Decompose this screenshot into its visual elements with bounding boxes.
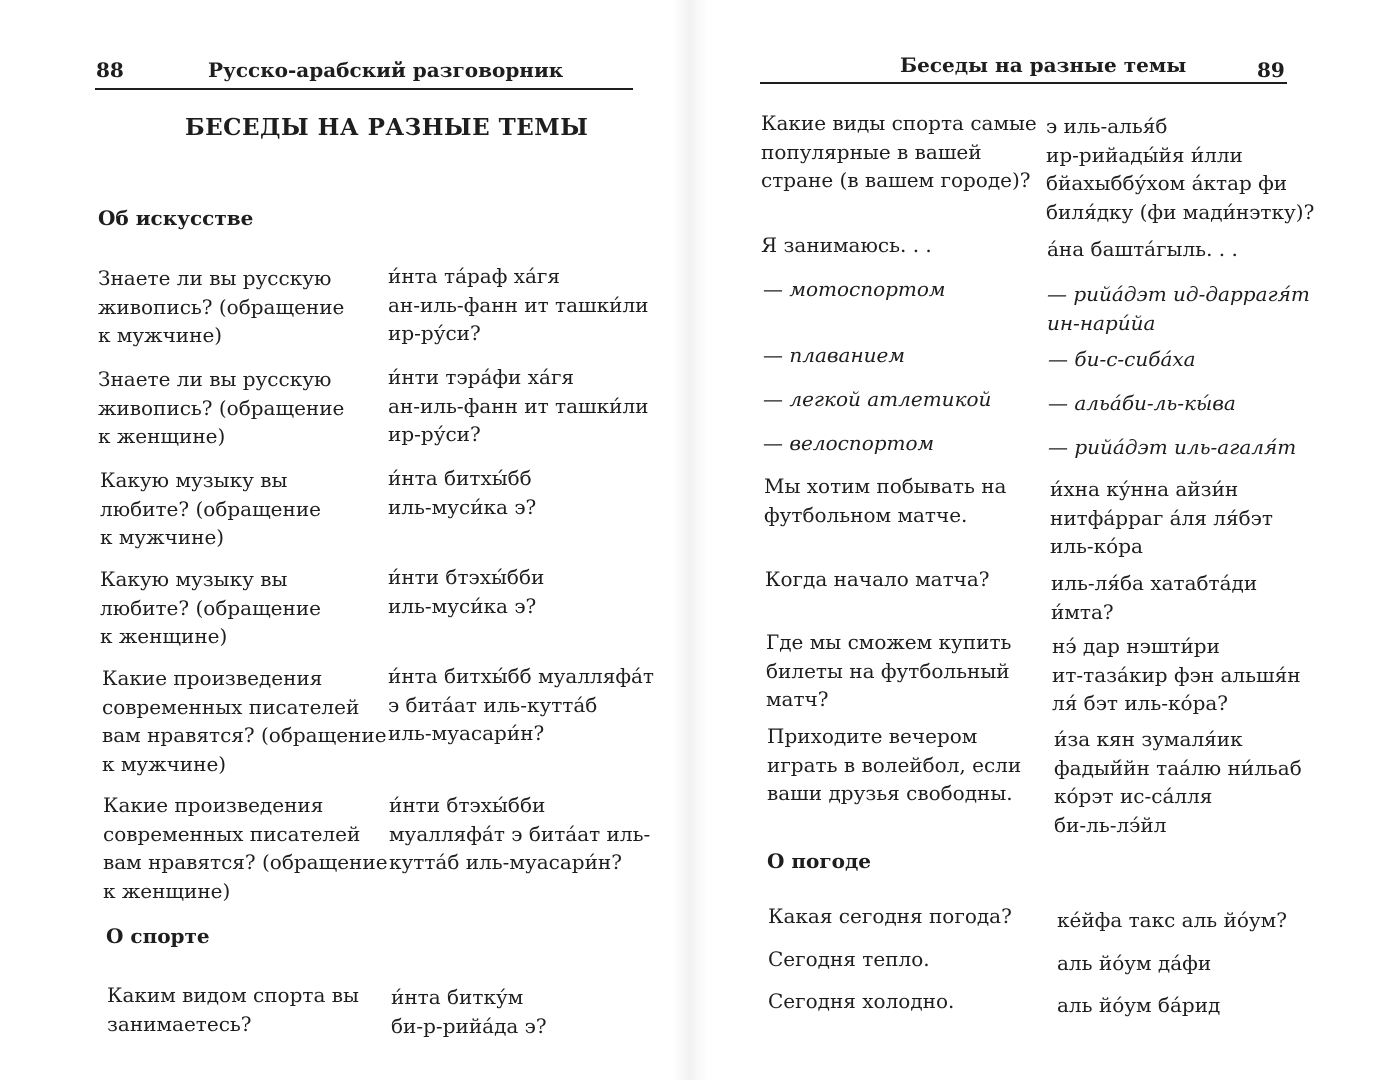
- header-rule: [760, 82, 1287, 84]
- phrase-russian: Где мы сможем купить билеты на футбольный матч?: [766, 630, 1012, 711]
- left-page: [0, 0, 680, 1080]
- running-head: Беседы на разные темы: [900, 53, 1187, 77]
- page-title: БЕСЕДЫ НА РАЗНЫЕ ТЕМЫ: [185, 114, 589, 141]
- phrase-russian: Какие произведения современных писателей вам нравятся? (обращение к мужчине): [102, 666, 387, 776]
- phrase-russian: — мотоспортом: [763, 277, 946, 301]
- running-head: Русско-арабский разговорник: [208, 58, 564, 82]
- phrase-russian: — велоспортом: [763, 431, 935, 455]
- phrase-russian: Приходите вечером играть в волейбол, если ваши друзья свободны.: [767, 724, 1022, 805]
- phrase-transliteration: а́на башта́гыль. . .: [1047, 237, 1238, 261]
- header-rule: [95, 88, 633, 90]
- right-page: [690, 0, 1375, 1080]
- phrase-russian: — легкой атлетикой: [763, 387, 992, 411]
- phrase-russian: Знаете ли вы русскую живопись? (обращение к мужчине): [98, 266, 345, 347]
- phrase-transliteration: и́нта та́раф ха́гя ан-иль-фанн ит ташки́ли ир-ру́си?: [388, 264, 649, 345]
- phrase-transliteration: и́нти бтэхы́бби муалляфа́т э бита́ат иль- кутта́б иль-муасари́н?: [389, 793, 651, 874]
- phrase-russian: Какая сегодня погода?: [768, 904, 1012, 928]
- phrase-russian: Знаете ли вы русскую живопись? (обращение к женщине): [98, 367, 345, 448]
- phrase-russian: Сегодня тепло.: [768, 947, 930, 971]
- phrase-transliteration: и́нти бтэхы́бби иль-муси́ка э?: [388, 565, 545, 618]
- phrase-transliteration: — рийа́дэт ид-даррагя́т ин-нари́йа: [1047, 282, 1310, 335]
- phrase-transliteration: нэ́ дар нэшти́ри ит-таза́кир фэн альшя́н ля́ бэт иль-ко́ра?: [1052, 634, 1301, 715]
- phrase-transliteration: иль-ля́ба хатабта́ди и́мта?: [1051, 571, 1258, 624]
- phrase-transliteration: и́нта битхы́бб иль-муси́ка э?: [388, 466, 537, 519]
- phrase-transliteration: и́хна ку́нна айзи́н нитфа́рраг а́ля ля́бэт иль-ко́ра: [1050, 477, 1273, 558]
- phrase-transliteration: — альа́би-ль-кы́ва: [1048, 391, 1236, 415]
- phrase-russian: Я занимаюсь. . .: [761, 233, 932, 257]
- phrase-transliteration: и́нта битку́м би-р-рийа́да э?: [391, 985, 547, 1038]
- phrase-russian: — плаванием: [763, 343, 905, 367]
- section-heading-sport: О спорте: [106, 924, 210, 948]
- phrase-transliteration: — рийа́дэт иль-агаля́т: [1048, 435, 1297, 459]
- phrase-transliteration: и́нта битхы́бб муалляфа́т э бита́ат иль-кутта́б иль-муасари́н?: [388, 664, 654, 745]
- page-number: 88: [96, 58, 124, 82]
- phrase-transliteration: э иль-алья́б ир-рийады́йя и́лли бйахыббу́хом а́ктар фи биля́дку (фи мади́нэтку)?: [1046, 114, 1315, 224]
- phrase-russian: Какую музыку вы любите? (обращение к мужчине): [100, 468, 322, 549]
- section-heading-weather: О погоде: [767, 849, 872, 873]
- phrase-transliteration: аль йо́ум да́фи: [1057, 951, 1212, 975]
- section-heading-art: Об искусстве: [98, 206, 254, 230]
- phrase-russian: Когда начало матча?: [765, 567, 990, 591]
- phrase-russian: Какие виды спорта самые популярные в вашей стране (в вашем городе)?: [761, 111, 1037, 192]
- phrase-russian: Мы хотим побывать на футбольном матче.: [764, 474, 1007, 527]
- phrase-transliteration: и́за кян зумаля́ик фадый́йн таа́лю ни́льаб ко́рэт ис-са́лля би-ль-лэ́йл: [1054, 727, 1302, 837]
- phrase-russian: Сегодня холодно.: [768, 989, 955, 1013]
- phrase-transliteration: — би-с-сиба́ха: [1048, 347, 1196, 371]
- phrase-transliteration: аль йо́ум ба́рид: [1057, 993, 1221, 1017]
- phrase-russian: Какие произведения современных писателей вам нравятся? (обращение к женщине): [103, 793, 388, 903]
- phrase-transliteration: ке́йфа такс аль йо́ум?: [1057, 908, 1287, 932]
- phrase-russian: Какую музыку вы любите? (обращение к женщине): [100, 567, 322, 648]
- phrase-transliteration: и́нти тэра́фи ха́гя ан-иль-фанн ит ташки́ли ир-ру́си?: [388, 365, 649, 446]
- phrase-russian: Каким видом спорта вы занимаетесь?: [107, 983, 359, 1036]
- page-number: 89: [1257, 58, 1285, 82]
